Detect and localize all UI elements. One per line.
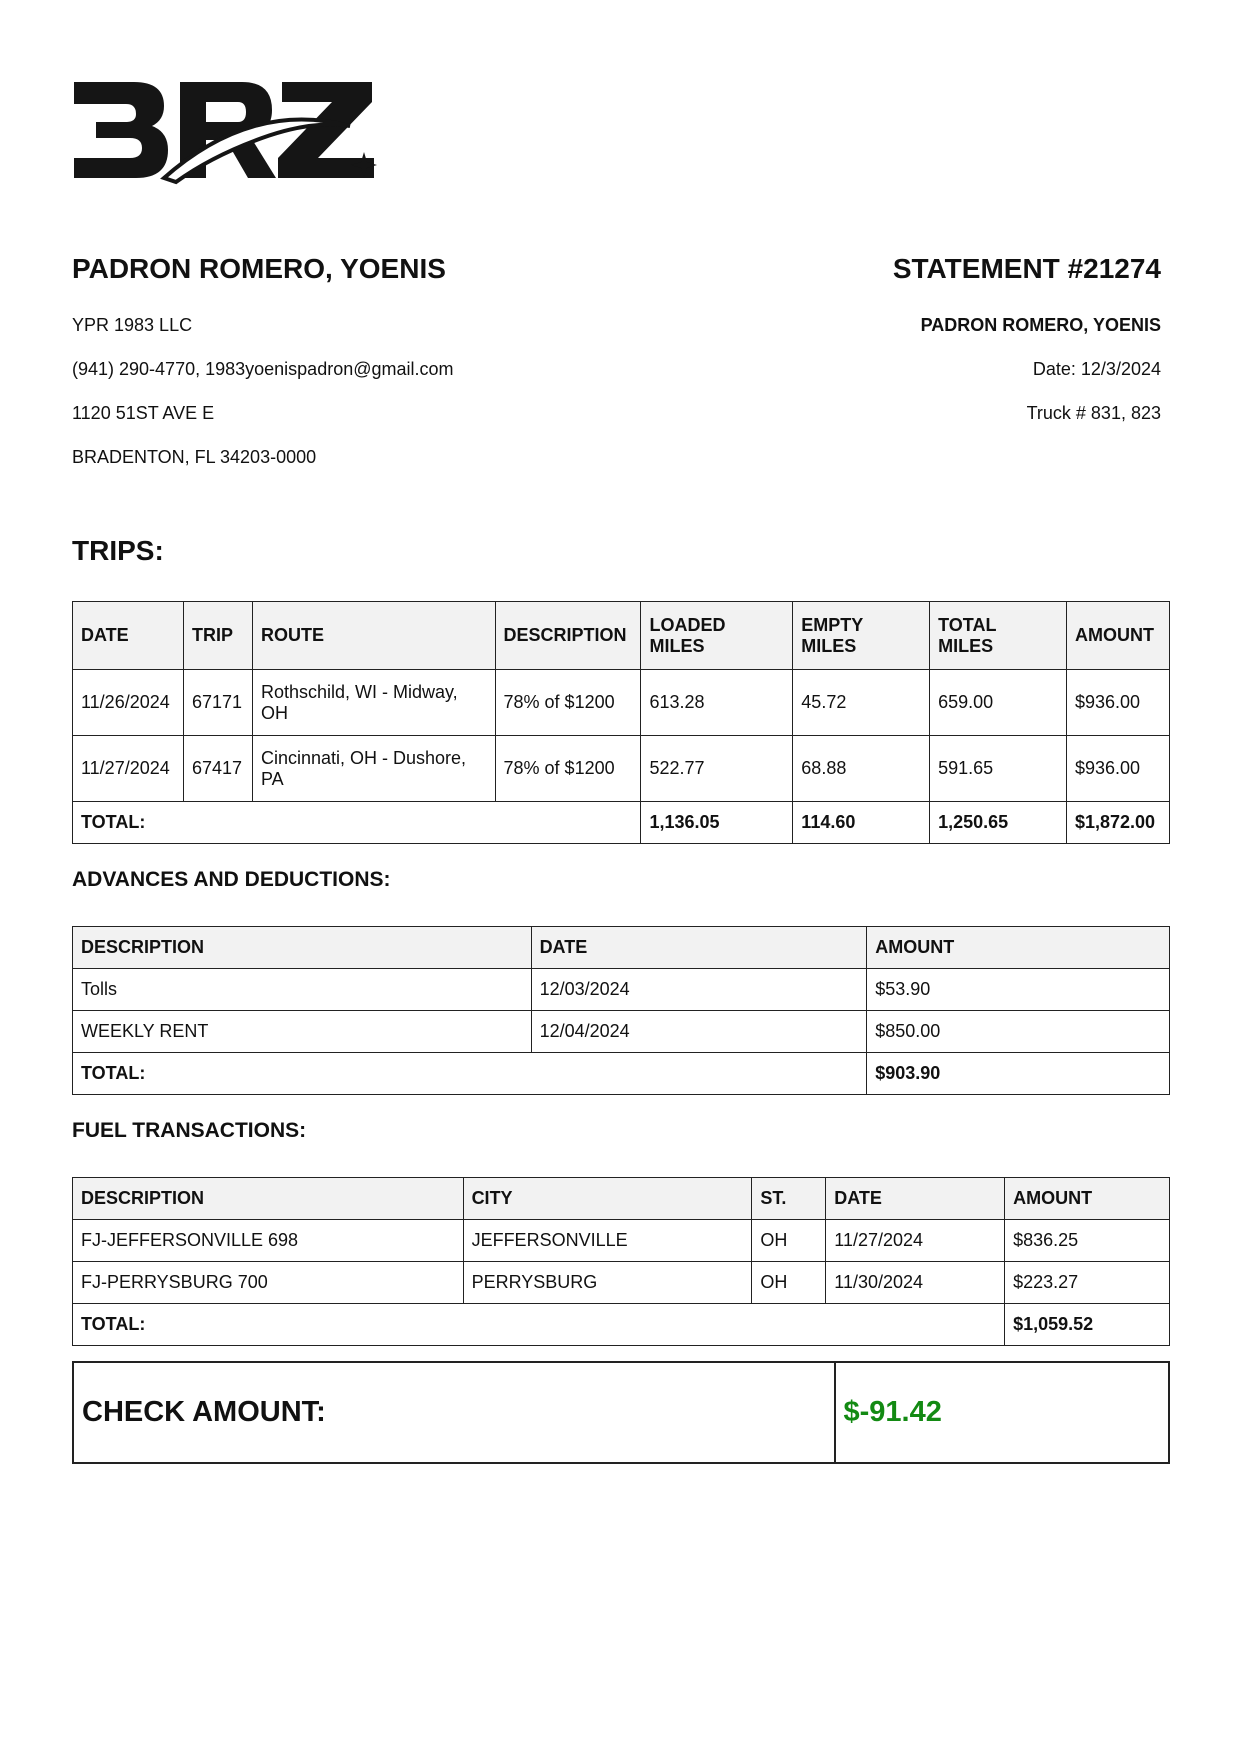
trip-number: 67171 bbox=[183, 670, 252, 736]
advances-total-row bbox=[73, 1053, 1170, 1095]
fuel-amount: $836.25 bbox=[1005, 1220, 1170, 1262]
fuel-city: PERRYSBURG bbox=[463, 1262, 752, 1304]
trip-total: 591.65 bbox=[930, 736, 1067, 802]
table-header-row bbox=[73, 1178, 1170, 1220]
col-city: CITY bbox=[463, 1178, 752, 1220]
col-amount: AMOUNT bbox=[867, 927, 1170, 969]
driver-contact: (941) 290-4770, 1983yoenispadron@gmail.com bbox=[72, 359, 454, 379]
driver-address-line2: BRADENTON, FL 34203-0000 bbox=[72, 447, 317, 467]
col-loaded-miles: LOADED MILES bbox=[641, 602, 793, 670]
advances-table bbox=[72, 926, 1170, 1095]
fuel-state: OH bbox=[752, 1220, 826, 1262]
trip-description: 78% of $1200 bbox=[495, 670, 641, 736]
trip-date: 11/26/2024 bbox=[73, 670, 184, 736]
trip-amount: $936.00 bbox=[1066, 670, 1169, 736]
col-state: ST. bbox=[752, 1178, 826, 1220]
check-amount-label: CHECK AMOUNT: bbox=[73, 1362, 835, 1463]
total-empty: 114.60 bbox=[793, 802, 930, 844]
total-amount: $903.90 bbox=[867, 1053, 1170, 1095]
trip-empty: 45.72 bbox=[793, 670, 930, 736]
advance-date: 12/03/2024 bbox=[531, 969, 867, 1011]
col-route: ROUTE bbox=[252, 602, 495, 670]
trip-number: 67417 bbox=[183, 736, 252, 802]
col-trip: TRIP bbox=[183, 602, 252, 670]
advance-amount: $850.00 bbox=[867, 1011, 1170, 1053]
table-row bbox=[73, 1011, 1170, 1053]
total-miles: 1,250.65 bbox=[930, 802, 1067, 844]
statement-name: PADRON ROMERO, YOENIS bbox=[920, 315, 1161, 335]
table-row bbox=[73, 969, 1170, 1011]
trip-date: 11/27/2024 bbox=[73, 736, 184, 802]
driver-name: PADRON ROMERO, YOENIS bbox=[72, 253, 446, 284]
col-date: DATE bbox=[826, 1178, 1005, 1220]
table-row bbox=[73, 1262, 1170, 1304]
trip-loaded: 522.77 bbox=[641, 736, 793, 802]
trip-description: 78% of $1200 bbox=[495, 736, 641, 802]
fuel-city: JEFFERSONVILLE bbox=[463, 1220, 752, 1262]
trip-route: Rothschild, WI - Midway, OH bbox=[252, 670, 495, 736]
advance-description: WEEKLY RENT bbox=[73, 1011, 532, 1053]
trips-total-row bbox=[73, 802, 1170, 844]
statement-date: Date: 12/3/2024 bbox=[1032, 359, 1161, 379]
brz-logo bbox=[72, 80, 382, 190]
advances-title: ADVANCES AND DEDUCTIONS: bbox=[72, 868, 391, 891]
col-amount: AMOUNT bbox=[1005, 1178, 1170, 1220]
col-description: DESCRIPTION bbox=[495, 602, 641, 670]
fuel-description: FJ-PERRYSBURG 700 bbox=[73, 1262, 464, 1304]
trip-route: Cincinnati, OH - Dushore, PA bbox=[252, 736, 495, 802]
col-amount: AMOUNT bbox=[1066, 602, 1169, 670]
col-empty-miles: EMPTY MILES bbox=[793, 602, 930, 670]
advance-date: 12/04/2024 bbox=[531, 1011, 867, 1053]
fuel-title: FUEL TRANSACTIONS: bbox=[72, 1119, 307, 1142]
advance-amount: $53.90 bbox=[867, 969, 1170, 1011]
table-header-row bbox=[73, 927, 1170, 969]
fuel-amount: $223.27 bbox=[1005, 1262, 1170, 1304]
col-date: DATE bbox=[73, 602, 184, 670]
statement-truck: Truck # 831, 823 bbox=[1026, 403, 1161, 423]
table-row bbox=[73, 1220, 1170, 1262]
statement-title: STATEMENT #21274 bbox=[892, 253, 1161, 284]
trip-loaded: 613.28 bbox=[641, 670, 793, 736]
col-date: DATE bbox=[531, 927, 867, 969]
fuel-state: OH bbox=[752, 1262, 826, 1304]
table-row bbox=[73, 736, 1170, 802]
trip-empty: 68.88 bbox=[793, 736, 930, 802]
trips-title: TRIPS: bbox=[72, 535, 164, 566]
driver-company: YPR 1983 LLC bbox=[72, 315, 193, 335]
fuel-date: 11/30/2024 bbox=[826, 1262, 1005, 1304]
fuel-description: FJ-JEFFERSONVILLE 698 bbox=[73, 1220, 464, 1262]
fuel-total-row bbox=[73, 1304, 1170, 1346]
check-amount-value: $-91.42 bbox=[835, 1362, 1169, 1463]
table-row bbox=[73, 670, 1170, 736]
advance-description: Tolls bbox=[73, 969, 532, 1011]
total-loaded: 1,136.05 bbox=[641, 802, 793, 844]
fuel-table bbox=[72, 1177, 1170, 1346]
trip-amount: $936.00 bbox=[1066, 736, 1169, 802]
table-header-row bbox=[73, 602, 1170, 670]
trip-total: 659.00 bbox=[930, 670, 1067, 736]
total-amount: $1,872.00 bbox=[1066, 802, 1169, 844]
total-label: TOTAL: bbox=[73, 802, 641, 844]
check-amount-row bbox=[73, 1362, 1169, 1463]
driver-address-line1: 1120 51ST AVE E bbox=[72, 403, 215, 423]
col-description: DESCRIPTION bbox=[73, 1178, 464, 1220]
total-label: TOTAL: bbox=[73, 1053, 867, 1095]
col-total-miles: TOTAL MILES bbox=[930, 602, 1067, 670]
total-amount: $1,059.52 bbox=[1005, 1304, 1170, 1346]
trips-table bbox=[72, 601, 1170, 844]
fuel-date: 11/27/2024 bbox=[826, 1220, 1005, 1262]
col-description: DESCRIPTION bbox=[73, 927, 532, 969]
check-amount-table bbox=[72, 1361, 1170, 1464]
total-label: TOTAL: bbox=[73, 1304, 1005, 1346]
